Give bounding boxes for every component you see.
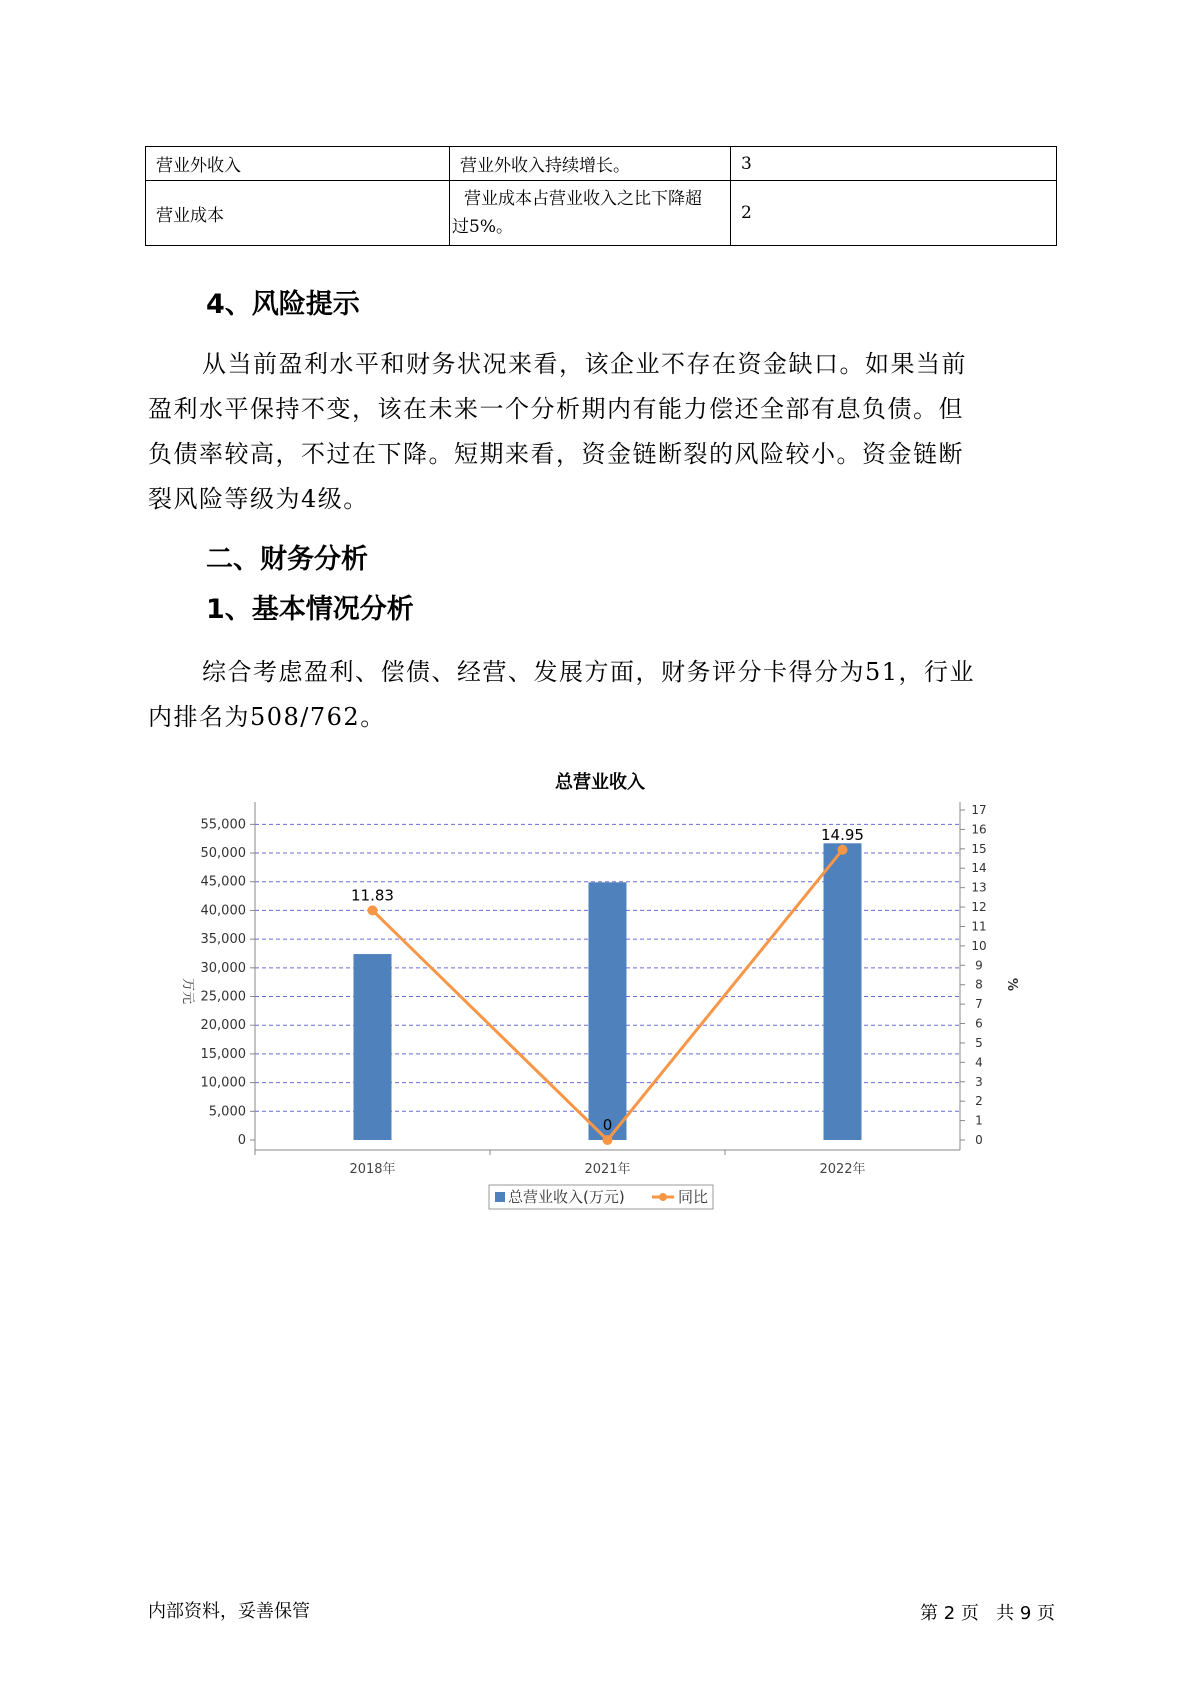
table-cell-desc xyxy=(450,181,731,246)
legend-bar-swatch xyxy=(495,1192,505,1202)
y-tick-label: 40,000 xyxy=(200,903,246,919)
x-tick-label: 2018年 xyxy=(349,1162,396,1177)
x-tick-label: 2022年 xyxy=(819,1162,866,1177)
yoy-point xyxy=(603,1135,613,1145)
y2-tick-label: 1 xyxy=(975,1113,983,1128)
y2-tick-label: 9 xyxy=(975,958,983,973)
y-tick-label: 5,000 xyxy=(208,1104,246,1120)
desc-line: 过5%。 xyxy=(452,217,513,237)
yoy-data-label: 11.83 xyxy=(351,886,394,905)
section-heading-risk: 4、风险提示 xyxy=(206,289,360,320)
y-tick-label: 45,000 xyxy=(200,874,246,890)
y2-tick-label: 10 xyxy=(971,938,987,953)
chart-title: 总营业收入 xyxy=(555,772,645,793)
y2-tick-label: 6 xyxy=(975,1016,983,1031)
basic-paragraph xyxy=(148,650,1048,740)
paragraph-line: 负债率较高，不过在下降。短期来看，资金链断裂的风险较小。资金链断 xyxy=(148,440,964,468)
y-tick-label: 0 xyxy=(237,1133,246,1148)
legend-entry-yoy: 同比 xyxy=(678,1188,709,1206)
table-cell-item: 营业成本 xyxy=(146,181,450,246)
yoy-data-label: 0 xyxy=(602,1116,613,1134)
y-tick-label: 50,000 xyxy=(200,846,246,862)
table-row xyxy=(146,147,1057,181)
revenue-chart xyxy=(0,760,1191,1220)
paragraph-line: 裂风险等级为4级。 xyxy=(148,485,369,513)
table-cell-score: 3 xyxy=(731,147,1057,181)
y-tick-label: 15,000 xyxy=(200,1046,246,1062)
y2-tick-label: 5 xyxy=(975,1035,983,1050)
table-cell-score: 2 xyxy=(731,181,1057,246)
y2-tick-label: 13 xyxy=(971,880,987,895)
y2-tick-label: 11 xyxy=(971,919,987,934)
y2-tick-label: 4 xyxy=(975,1055,983,1070)
y2-tick-label: 17 xyxy=(971,803,987,817)
y2-axis-label: % xyxy=(1004,978,1019,992)
bar xyxy=(589,882,627,1140)
yoy-point xyxy=(368,905,378,915)
y2-tick-label: 15 xyxy=(971,841,987,856)
y2-tick-label: 2 xyxy=(975,1094,983,1109)
paragraph-line: 综合考虑盈利、偿债、经营、发展方面，财务评分卡得分为51，行业 xyxy=(202,658,976,686)
y-tick-label: 55,000 xyxy=(200,817,246,833)
footer-confidential: 内部资料，妥善保管 xyxy=(148,1601,310,1622)
score-table xyxy=(145,146,1057,246)
y2-tick-label: 16 xyxy=(971,822,987,837)
y2-tick-label: 7 xyxy=(975,997,983,1012)
legend-line-marker xyxy=(659,1193,667,1201)
bar xyxy=(354,954,392,1140)
y2-tick-label: 3 xyxy=(975,1074,983,1089)
y-tick-label: 20,000 xyxy=(200,1018,246,1034)
y2-tick-label: 14 xyxy=(971,861,987,876)
y-tick-label: 10,000 xyxy=(200,1075,246,1091)
footer-page-number: 第 2 页 共 9 页 xyxy=(920,1603,1055,1624)
paragraph-line: 内排名为508/762。 xyxy=(148,703,386,731)
paragraph-line: 盈利水平保持不变，该在未来一个分析期内有能力偿还全部有息负债。但 xyxy=(148,395,964,423)
y-axis-label: 万元 xyxy=(180,978,195,1005)
table-cell-item: 营业外收入 xyxy=(146,147,450,181)
legend-entry-revenue: 总营业收入(万元) xyxy=(508,1188,625,1206)
risk-paragraph xyxy=(148,342,1048,522)
x-tick-label: 2021年 xyxy=(584,1162,631,1177)
y-tick-label: 25,000 xyxy=(200,989,246,1005)
chart-bars xyxy=(354,843,862,1140)
y2-tick-label: 12 xyxy=(971,900,987,915)
section-heading-finance: 二、财务分析 xyxy=(206,544,368,575)
bar xyxy=(824,843,862,1140)
table-row xyxy=(146,181,1057,246)
table-cell-desc: 营业外收入持续增长。 xyxy=(450,147,731,181)
y-tick-label: 35,000 xyxy=(200,932,246,948)
yoy-data-label: 14.95 xyxy=(821,825,864,844)
y-tick-label: 30,000 xyxy=(200,960,246,976)
chart-legend xyxy=(489,1185,713,1209)
desc-line: 营业成本占营业收入之比下降超 xyxy=(464,189,702,209)
y2-tick-label: 0 xyxy=(975,1133,983,1147)
y2-tick-label: 8 xyxy=(975,977,983,992)
yoy-point xyxy=(838,845,848,855)
paragraph-line: 从当前盈利水平和财务状况来看，该企业不存在资金缺口。如果当前 xyxy=(202,350,967,378)
section-heading-basic: 1、基本情况分析 xyxy=(206,594,414,625)
